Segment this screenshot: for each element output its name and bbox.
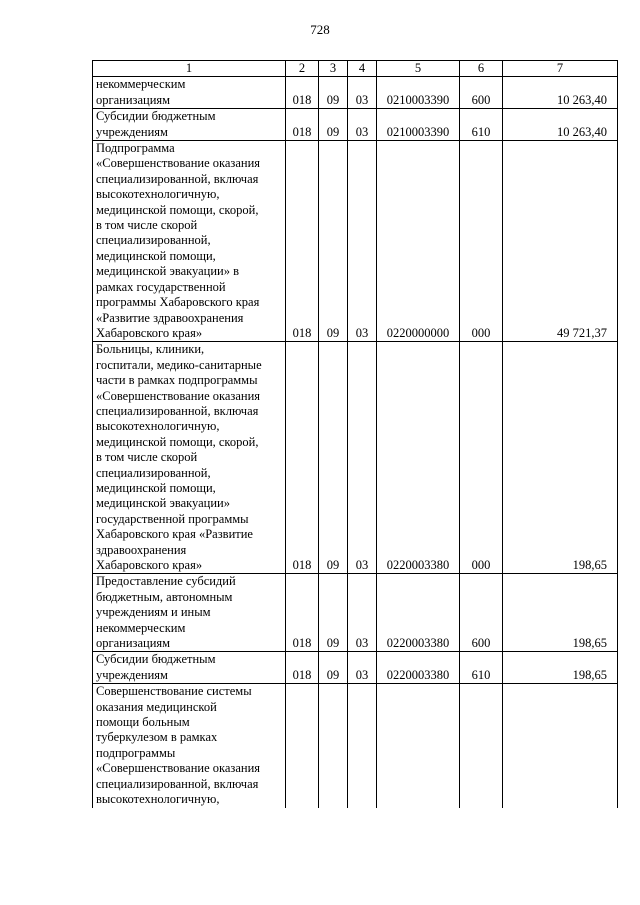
header-cell: 7 [503, 61, 618, 77]
budget-table [92, 60, 618, 808]
expense-type-code: 000 [460, 141, 503, 342]
expense-type-code [460, 684, 503, 808]
subsection-code: 03 [348, 109, 377, 141]
target-article-code: 0220003380 [377, 574, 460, 652]
row-description: Субсидии бюджетным учреждениям [93, 652, 286, 684]
subsection-code: 03 [348, 77, 377, 109]
section-code: 09 [319, 109, 348, 141]
subsection-code: 03 [348, 652, 377, 684]
expense-type-code: 610 [460, 652, 503, 684]
table-row [93, 574, 618, 652]
amount: 49 721,37 [503, 141, 618, 342]
section-code: 09 [319, 342, 348, 574]
ministry-code [286, 684, 319, 808]
target-article-code [377, 684, 460, 808]
header-cell: 4 [348, 61, 377, 77]
header-cell: 5 [377, 61, 460, 77]
ministry-code: 018 [286, 342, 319, 574]
ministry-code: 018 [286, 652, 319, 684]
table-row [93, 652, 618, 684]
section-code: 09 [319, 141, 348, 342]
header-cell: 2 [286, 61, 319, 77]
expense-type-code: 600 [460, 574, 503, 652]
table-row [93, 109, 618, 141]
target-article-code: 0210003390 [377, 109, 460, 141]
table-row [93, 141, 618, 342]
section-code: 09 [319, 652, 348, 684]
subsection-code: 03 [348, 141, 377, 342]
expense-type-code: 610 [460, 109, 503, 141]
header-row [93, 61, 618, 77]
row-description: Подпрограмма «Совершенствование оказания специализированной, включая высокотехнологичную, медицинской помощи, скорой, в том числе скорой специализированной, медицинской помощи, медицинской эвакуации» в рамках государственной программы Хабаровского края «Развитие здравоохранения Хабаровского края» [93, 141, 286, 342]
row-description: некоммерческим организациям [93, 77, 286, 109]
amount: 198,65 [503, 342, 618, 574]
target-article-code: 0210003390 [377, 77, 460, 109]
ministry-code: 018 [286, 109, 319, 141]
ministry-code: 018 [286, 574, 319, 652]
header-cell: 3 [319, 61, 348, 77]
amount: 198,65 [503, 574, 618, 652]
expense-type-code: 000 [460, 342, 503, 574]
section-code: 09 [319, 574, 348, 652]
subsection-code [348, 684, 377, 808]
header-cell: 6 [460, 61, 503, 77]
row-description: Предоставление субсидий бюджетным, автономным учреждениям и иным некоммерческим организациям [93, 574, 286, 652]
subsection-code: 03 [348, 574, 377, 652]
row-description: Субсидии бюджетным учреждениям [93, 109, 286, 141]
ministry-code: 018 [286, 77, 319, 109]
target-article-code: 0220000000 [377, 141, 460, 342]
target-article-code: 0220003380 [377, 342, 460, 574]
row-description: Совершенствование системы оказания медицинской помощи больным туберкулезом в рамках подпрограммы «Совершенствование оказания специализированной, включая высокотехнологичную, [93, 684, 286, 808]
subsection-code: 03 [348, 342, 377, 574]
table-row [93, 77, 618, 109]
amount: 198,65 [503, 652, 618, 684]
section-code: 09 [319, 77, 348, 109]
ministry-code: 018 [286, 141, 319, 342]
table-row [93, 684, 618, 808]
section-code [319, 684, 348, 808]
amount: 10 263,40 [503, 109, 618, 141]
page-number: 728 [310, 22, 330, 37]
target-article-code: 0220003380 [377, 652, 460, 684]
table-row [93, 342, 618, 574]
amount: 10 263,40 [503, 77, 618, 109]
row-description: Больницы, клиники, госпитали, медико-санитарные части в рамках подпрограммы «Совершенствование оказания специализированной, включая высокотехнологичную, медицинской помощи, скорой, в том числе скорой специализированной, медицинской помощи, медицинской эвакуации» государственной программы Хабаровского края «Развитие здравоохранения Хабаровского края» [93, 342, 286, 574]
expense-type-code: 600 [460, 77, 503, 109]
amount [503, 684, 618, 808]
header-cell: 1 [93, 61, 286, 77]
